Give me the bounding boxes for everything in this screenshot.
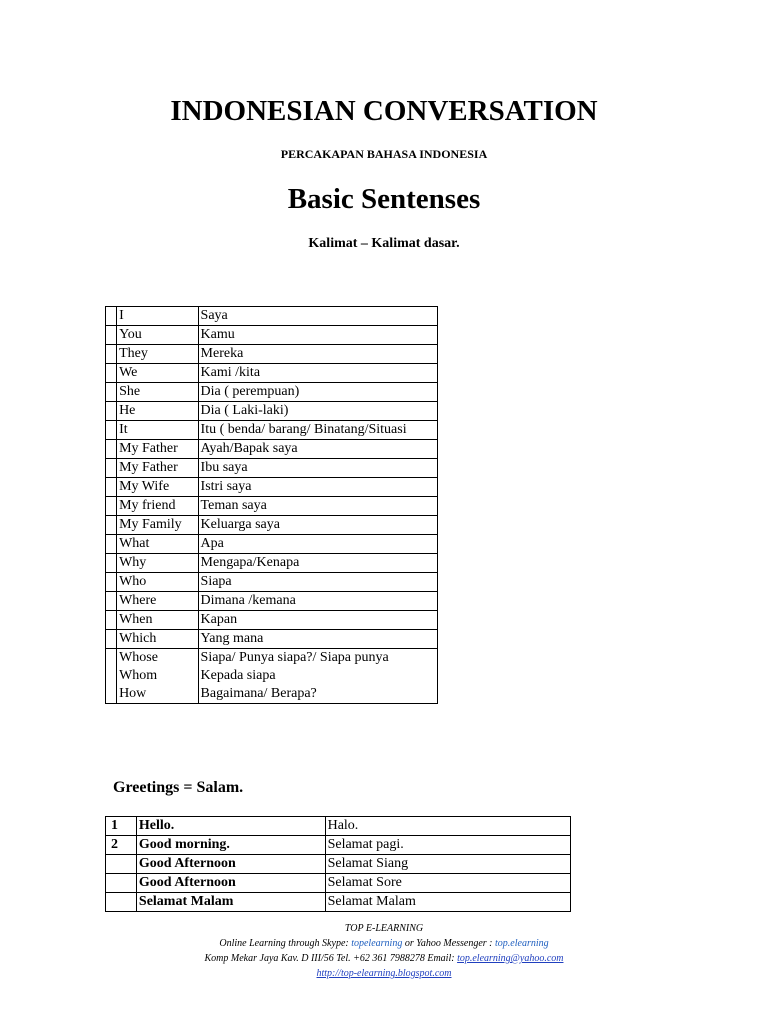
row-marker-cell	[106, 497, 117, 516]
indonesian-line: Bagaimana/ Berapa?	[200, 686, 317, 701]
footer-yahoo-label: or Yahoo Messenger :	[402, 938, 496, 949]
table-row	[106, 402, 438, 421]
greetings-title: Greetings = Salam.	[113, 779, 244, 796]
table-row	[106, 611, 438, 630]
indonesian-cell: Selamat Sore	[325, 874, 570, 893]
basic-sentences-title: Basic Sentenses	[287, 183, 481, 215]
footer-skype-id[interactable]: topelearning	[351, 938, 403, 949]
table-row	[106, 893, 571, 912]
table-row	[106, 855, 571, 874]
table-row	[106, 421, 438, 440]
row-marker-cell	[106, 307, 117, 326]
table-row	[106, 535, 438, 554]
indonesian-cell: Halo.	[325, 817, 570, 836]
row-marker-cell	[106, 326, 117, 345]
indonesian-cell: Ayah/Bapak saya	[198, 440, 437, 459]
basic-sentences-subtitle: Kalimat – Kalimat dasar.	[308, 236, 460, 251]
row-marker-cell	[106, 364, 117, 383]
indonesian-cell: Kami /kita	[198, 364, 437, 383]
number-cell: 2	[106, 836, 137, 855]
footer-yahoo-id[interactable]: top.elearning	[495, 938, 549, 949]
english-cell: It	[117, 421, 198, 440]
number-cell: 1	[106, 817, 137, 836]
table-row	[106, 630, 438, 649]
indonesian-cell: Itu ( benda/ barang/ Binatang/Situasi	[198, 421, 437, 440]
table-row	[106, 383, 438, 402]
table-row	[106, 516, 438, 535]
english-line: Whose	[119, 650, 158, 665]
row-marker-cell	[106, 440, 117, 459]
indonesian-cell: Selamat pagi.	[325, 836, 570, 855]
row-marker-cell	[106, 554, 117, 573]
english-cell: My Father	[117, 459, 198, 478]
table-row	[106, 817, 571, 836]
english-cell	[117, 649, 198, 704]
row-marker-cell	[106, 421, 117, 440]
indonesian-cell: Kapan	[198, 611, 437, 630]
english-cell: You	[117, 326, 198, 345]
row-marker-cell	[106, 573, 117, 592]
english-line: Whom	[119, 668, 158, 683]
row-marker-cell	[106, 649, 117, 704]
footer	[0, 921, 768, 981]
table-row	[106, 592, 438, 611]
row-marker-cell	[106, 535, 117, 554]
row-marker-cell	[106, 345, 117, 364]
english-cell: He	[117, 402, 198, 421]
english-line: How	[119, 686, 147, 701]
footer-address-line	[0, 951, 768, 966]
english-cell: Good morning.	[136, 836, 325, 855]
indonesian-cell: Selamat Malam	[325, 893, 570, 912]
indonesian-cell: Istri saya	[198, 478, 437, 497]
table-row	[106, 478, 438, 497]
indonesian-cell: Dia ( perempuan)	[198, 383, 437, 402]
english-cell: My Wife	[117, 478, 198, 497]
english-cell: My friend	[117, 497, 198, 516]
english-cell: My Father	[117, 440, 198, 459]
page-title: INDONESIAN CONVERSATION	[170, 95, 598, 127]
indonesian-line: Siapa/ Punya siapa?/ Siapa punya	[200, 650, 389, 665]
indonesian-line: Kepada siapa	[200, 668, 276, 683]
english-cell: Who	[117, 573, 198, 592]
number-cell	[106, 855, 137, 874]
english-cell: I	[117, 307, 198, 326]
english-cell: They	[117, 345, 198, 364]
footer-contact-line	[0, 936, 768, 951]
indonesian-cell: Yang mana	[198, 630, 437, 649]
table-row	[106, 497, 438, 516]
row-marker-cell	[106, 516, 117, 535]
indonesian-cell: Selamat Siang	[325, 855, 570, 874]
row-marker-cell	[106, 592, 117, 611]
row-marker-cell	[106, 383, 117, 402]
english-cell: We	[117, 364, 198, 383]
english-cell: Selamat Malam	[136, 893, 325, 912]
english-cell: Hello.	[136, 817, 325, 836]
indonesian-cell: Saya	[198, 307, 437, 326]
indonesian-cell: Kamu	[198, 326, 437, 345]
table-row	[106, 649, 438, 704]
row-marker-cell	[106, 630, 117, 649]
indonesian-cell: Dimana /kemana	[198, 592, 437, 611]
footer-skype-label: Online Learning through Skype:	[219, 938, 352, 949]
table-row	[106, 573, 438, 592]
english-cell: Good Afternoon	[136, 855, 325, 874]
table-row	[106, 326, 438, 345]
row-marker-cell	[106, 478, 117, 497]
number-cell	[106, 893, 137, 912]
indonesian-cell: Teman saya	[198, 497, 437, 516]
vocabulary-table	[105, 306, 438, 704]
footer-blog-link[interactable]: http://top-elearning.blogspot.com	[316, 968, 452, 979]
indonesian-cell: Mereka	[198, 345, 437, 364]
indonesian-cell: Dia ( Laki-laki)	[198, 402, 437, 421]
table-row	[106, 364, 438, 383]
footer-blog-line	[0, 966, 768, 981]
table-row	[106, 345, 438, 364]
indonesian-cell: Mengapa/Kenapa	[198, 554, 437, 573]
row-marker-cell	[106, 611, 117, 630]
english-cell: Why	[117, 554, 198, 573]
table-row	[106, 874, 571, 893]
indonesian-cell: Ibu saya	[198, 459, 437, 478]
row-marker-cell	[106, 402, 117, 421]
number-cell	[106, 874, 137, 893]
table-row	[106, 554, 438, 573]
english-cell: My Family	[117, 516, 198, 535]
english-cell: She	[117, 383, 198, 402]
greetings-table	[105, 816, 571, 912]
indonesian-cell	[198, 649, 437, 704]
indonesian-cell: Apa	[198, 535, 437, 554]
page-subtitle: PERCAKAPAN BAHASA INDONESIA	[280, 147, 488, 161]
indonesian-cell: Siapa	[198, 573, 437, 592]
english-cell: What	[117, 535, 198, 554]
footer-org: TOP E-LEARNING	[344, 923, 424, 934]
table-row	[106, 307, 438, 326]
indonesian-cell: Keluarga saya	[198, 516, 437, 535]
english-cell: Where	[117, 592, 198, 611]
english-cell: Which	[117, 630, 198, 649]
table-row	[106, 459, 438, 478]
english-cell: When	[117, 611, 198, 630]
row-marker-cell	[106, 459, 117, 478]
english-cell: Good Afternoon	[136, 874, 325, 893]
footer-email-link[interactable]: top.elearning@yahoo.com	[457, 953, 564, 964]
table-row	[106, 836, 571, 855]
table-row	[106, 440, 438, 459]
footer-address: Komp Mekar Jaya Kav. D III/56 Tel. +62 361 7988278 Email:	[204, 953, 458, 964]
